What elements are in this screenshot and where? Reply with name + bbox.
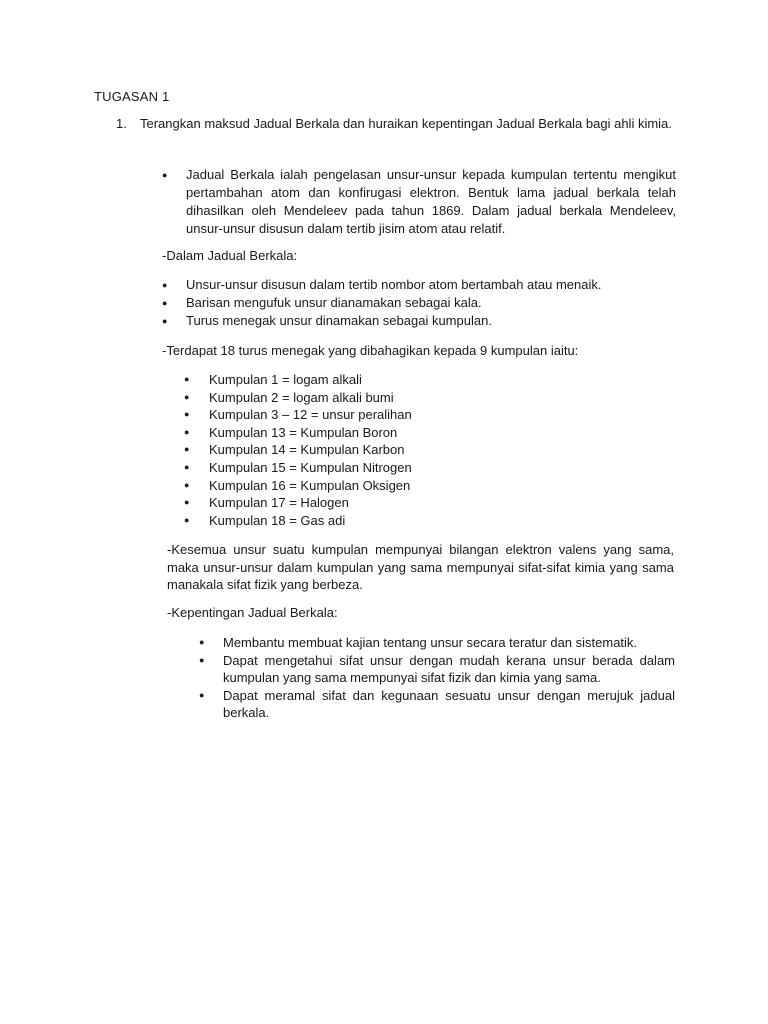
list-item bbox=[184, 406, 664, 424]
list-item-text: Kumpulan 13 = Kumpulan Boron bbox=[209, 424, 398, 440]
list-item-text: Turus menegak unsur dinamakan sebagai kumpulan. bbox=[186, 313, 492, 328]
bullet-icon: ● bbox=[162, 280, 168, 290]
bullet-icon: ● bbox=[184, 409, 190, 420]
list-item bbox=[162, 276, 676, 294]
in-table-heading: -Dalam Jadual Berkala: bbox=[162, 248, 298, 263]
bullet-icon: ● bbox=[162, 170, 168, 180]
definition-text: Jadual Berkala ialah pengelasan unsur-unsur kepada kumpulan tertentu mengikut pertambahan atom dan konfirugasi elektron. Bentuk lama jadual berkala telah dihasilkan oleh Mendeleev pada tahun 1869. Dalam jadual berkala Mendeleev, unsur-unsur disusun dalam tertib jisim atom atau relatif. bbox=[186, 167, 676, 236]
list-item-text: Dapat mengetahui sifat unsur dengan mudah kerana unsur berada dalam kumpulan yang sama mempunyai sifat fizik dan kimia yang sama. bbox=[223, 652, 675, 685]
list-item bbox=[199, 652, 675, 687]
document-title: TUGASAN 1 bbox=[94, 89, 170, 104]
list-item bbox=[184, 371, 664, 389]
question-1 bbox=[116, 115, 676, 133]
list-item bbox=[162, 294, 676, 312]
bullet-icon: ● bbox=[184, 426, 190, 437]
list-item-text: Dapat meramal sifat dan kegunaan sesuatu unsur dengan merujuk jadual berkala. bbox=[223, 687, 675, 720]
list-item bbox=[184, 494, 664, 512]
importance-list bbox=[199, 634, 675, 722]
list-item bbox=[184, 459, 664, 477]
bullet-icon: ● bbox=[199, 654, 205, 665]
bullet-icon: ● bbox=[184, 391, 190, 402]
bullet-icon: ● bbox=[199, 689, 205, 700]
importance-heading: -Kepentingan Jadual Berkala: bbox=[167, 605, 338, 620]
groups-heading: -Terdapat 18 turus menegak yang dibahagikan kepada 9 kumpulan iaitu: bbox=[162, 343, 579, 358]
list-item bbox=[184, 512, 664, 530]
list-item-text: Kumpulan 3 – 12 = unsur peralihan bbox=[209, 407, 412, 423]
question-text: Terangkan maksud Jadual Berkala dan huraikan kepentingan Jadual Berkala bagi ahli kimia. bbox=[140, 116, 672, 131]
list-item bbox=[199, 687, 675, 722]
list-item-text: Kumpulan 15 = Kumpulan Nitrogen bbox=[209, 459, 412, 475]
list-item-text: Kumpulan 16 = Kumpulan Oksigen bbox=[209, 477, 411, 493]
groups-list bbox=[184, 371, 664, 529]
list-item-text: Kumpulan 17 = Halogen bbox=[209, 495, 349, 511]
list-item bbox=[199, 634, 675, 652]
bullet-icon: ● bbox=[184, 461, 190, 472]
list-item-text: Kumpulan 2 = logam alkali bumi bbox=[209, 389, 394, 405]
list-item-text: Kumpulan 1 = logam alkali bbox=[209, 372, 362, 387]
list-item bbox=[162, 166, 676, 238]
list-item-text: Kumpulan 14 = Kumpulan Karbon bbox=[209, 442, 405, 458]
list-item bbox=[184, 424, 664, 442]
list-item-text: Kumpulan 18 = Gas adi bbox=[209, 512, 346, 528]
bullet-icon: ● bbox=[199, 637, 205, 647]
bullet-icon: ● bbox=[184, 479, 190, 490]
definition-list bbox=[162, 166, 676, 238]
list-item bbox=[162, 312, 676, 330]
list-item-text: Membantu membuat kajian tentang unsur secara teratur dan sistematik. bbox=[223, 635, 638, 650]
in-table-list bbox=[162, 276, 676, 330]
question-number: 1. bbox=[116, 116, 127, 131]
list-item bbox=[184, 389, 664, 407]
list-item-text: Barisan mengufuk unsur dianamakan sebagai kala. bbox=[186, 295, 482, 310]
list-item bbox=[184, 441, 664, 459]
bullet-icon: ● bbox=[162, 316, 168, 326]
list-item bbox=[184, 477, 664, 495]
bullet-icon: ● bbox=[162, 298, 168, 308]
bullet-icon: ● bbox=[184, 514, 190, 525]
bullet-icon: ● bbox=[184, 497, 190, 508]
valence-paragraph: -Kesemua unsur suatu kumpulan mempunyai bilangan elektron valens yang sama, maka unsur-unsur dalam kumpulan yang sama mempunyai sifat-sifat kimia yang sama manakala sifat fizik yang berbeza. bbox=[167, 542, 674, 592]
bullet-icon: ● bbox=[184, 374, 190, 384]
list-item-text: Unsur-unsur disusun dalam tertib nombor atom bertambah atau menaik. bbox=[186, 277, 602, 292]
bullet-icon: ● bbox=[184, 444, 190, 455]
